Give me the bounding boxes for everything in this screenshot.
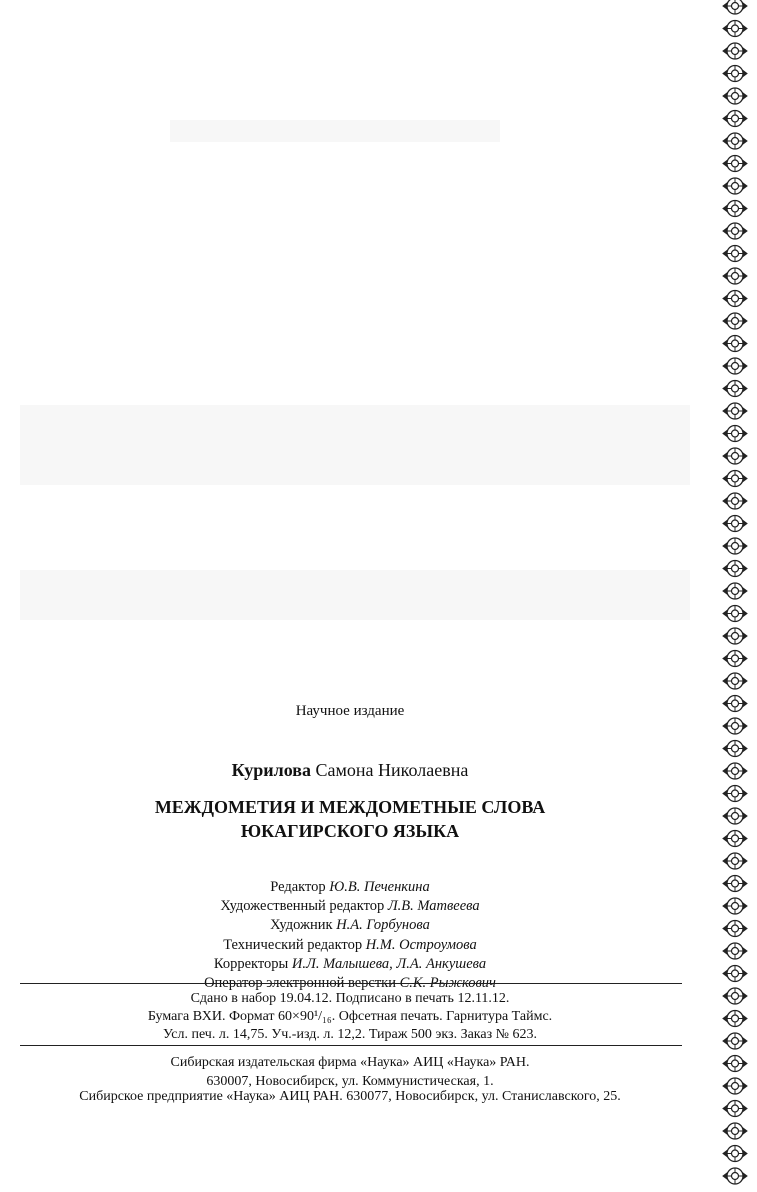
ornament-motif xyxy=(723,21,747,37)
credit-names: Н.М. Остроумова xyxy=(365,936,477,953)
book-title xyxy=(0,795,700,843)
ornament-motif xyxy=(723,988,747,1004)
decorative-border-ornament xyxy=(713,0,757,1192)
author-surname: Курилова xyxy=(231,760,312,780)
credit-artist xyxy=(0,916,700,935)
ornament-motif xyxy=(723,1101,747,1117)
credit-role: Художественный редактор xyxy=(220,898,385,915)
ornament-motif xyxy=(723,538,747,554)
ornament-motif xyxy=(723,741,747,757)
ornament-motif xyxy=(723,1146,747,1162)
author-given-names: Самона Николаевна xyxy=(315,760,469,780)
ornament-motif xyxy=(723,921,747,937)
ornament-motif xyxy=(723,426,747,442)
credit-names: Л.В. Матвеева xyxy=(387,898,480,915)
credit-role: Редактор xyxy=(270,879,326,895)
publisher-info xyxy=(0,1053,700,1091)
show-through-shadow xyxy=(20,405,690,485)
ornament-motif xyxy=(723,583,747,599)
ornament-motif xyxy=(723,291,747,307)
ornament-motif xyxy=(723,111,747,127)
series-label: Научное издание xyxy=(295,703,405,719)
printer-info: Сибирское предприятие «Наука» АИЦ РАН. 630077, Новосибирск, ул. Станиславского, 25. xyxy=(79,1089,621,1104)
ornament-motif xyxy=(723,133,747,149)
ornament-motif xyxy=(723,1168,747,1184)
credit-editor xyxy=(0,878,700,897)
ornament-motif xyxy=(723,808,747,824)
credit-role: Корректоры xyxy=(213,955,289,972)
credit-names: Ю.В. Печенкина xyxy=(329,879,430,895)
ornament-motif xyxy=(723,561,747,577)
credit-tech-editor xyxy=(0,936,700,955)
ornament-motif xyxy=(723,831,747,847)
ornament-motif xyxy=(723,1123,747,1139)
ornament-motif xyxy=(723,1078,747,1094)
ornament-motif xyxy=(723,66,747,82)
book-title-line: МЕЖДОМЕТИЯ И МЕЖДОМЕТНЫЕ СЛОВА xyxy=(154,797,546,817)
ornament-motif xyxy=(723,403,747,419)
ornament-motif xyxy=(723,43,747,59)
ornament-motif xyxy=(723,156,747,172)
printing-line: Сдано в набор 19.04.12. Подписано в печать 12.11.12. xyxy=(190,991,510,1006)
divider xyxy=(20,983,682,984)
ornament-motif xyxy=(723,516,747,532)
ornament-motif xyxy=(723,718,747,734)
ornament-motif xyxy=(723,178,747,194)
ornament-motif xyxy=(723,0,747,14)
ornament-motif xyxy=(723,966,747,982)
ornament-motif xyxy=(723,651,747,667)
printing-details xyxy=(0,990,700,1044)
ornament-motif xyxy=(723,876,747,892)
ornament-motif xyxy=(723,673,747,689)
ornament-motif xyxy=(723,943,747,959)
ornament-motif xyxy=(723,471,747,487)
ornament-motif xyxy=(723,1056,747,1072)
author-line xyxy=(0,760,700,781)
ornament-motif xyxy=(723,786,747,802)
ornament-motif xyxy=(723,853,747,869)
publisher-line: 630007, Новосибирск, ул. Коммунистическая, 1. xyxy=(206,1074,494,1089)
credit-role: Художник xyxy=(270,917,333,934)
credits-list xyxy=(0,878,700,993)
ornament-motif xyxy=(723,246,747,262)
ornament-motif xyxy=(723,898,747,914)
ornament-motif xyxy=(723,628,747,644)
show-through-shadow xyxy=(170,120,500,142)
ornament-motif xyxy=(723,606,747,622)
show-through-shadow xyxy=(20,570,690,620)
credit-proofreaders xyxy=(0,955,700,974)
ornament-motif xyxy=(723,1011,747,1027)
ornament-motif xyxy=(723,313,747,329)
ornament-motif xyxy=(723,201,747,217)
printing-line: Усл. печ. л. 14,75. Уч.-изд. л. 12,2. Тираж 500 экз. Заказ № 623. xyxy=(163,1027,537,1042)
credit-names: С.К. Рыжкович xyxy=(399,975,496,992)
ornament-motif xyxy=(723,358,747,374)
ornament-motif xyxy=(723,223,747,239)
divider xyxy=(20,1045,682,1046)
ornament-motif xyxy=(723,381,747,397)
credit-role: Технический редактор xyxy=(223,936,363,953)
ornament-motif xyxy=(723,696,747,712)
ornament-motif xyxy=(723,763,747,779)
ornament-motif xyxy=(723,268,747,284)
credit-art-editor xyxy=(0,897,700,916)
ornament-motif xyxy=(723,1033,747,1049)
credit-role: Оператор электронной верстки xyxy=(204,975,396,992)
publisher-line: Сибирская издательская фирма «Наука» АИЦ «Наука» РАН. xyxy=(170,1055,530,1070)
ornament-motif xyxy=(723,493,747,509)
book-title-line: ЮКАГИРСКОГО ЯЗЫКА xyxy=(240,821,460,841)
ornament-motif xyxy=(723,336,747,352)
credit-names: Н.А. Горбунова xyxy=(336,917,430,934)
printing-line: Бумага ВХИ. Формат 60×90¹/₁₆. Офсетная печать. Гарнитура Таймс. xyxy=(147,1009,553,1024)
credit-names: И.Л. Малышева, Л.А. Анкушева xyxy=(291,955,487,972)
ornament-motif xyxy=(723,88,747,104)
ornament-motif xyxy=(723,448,747,464)
